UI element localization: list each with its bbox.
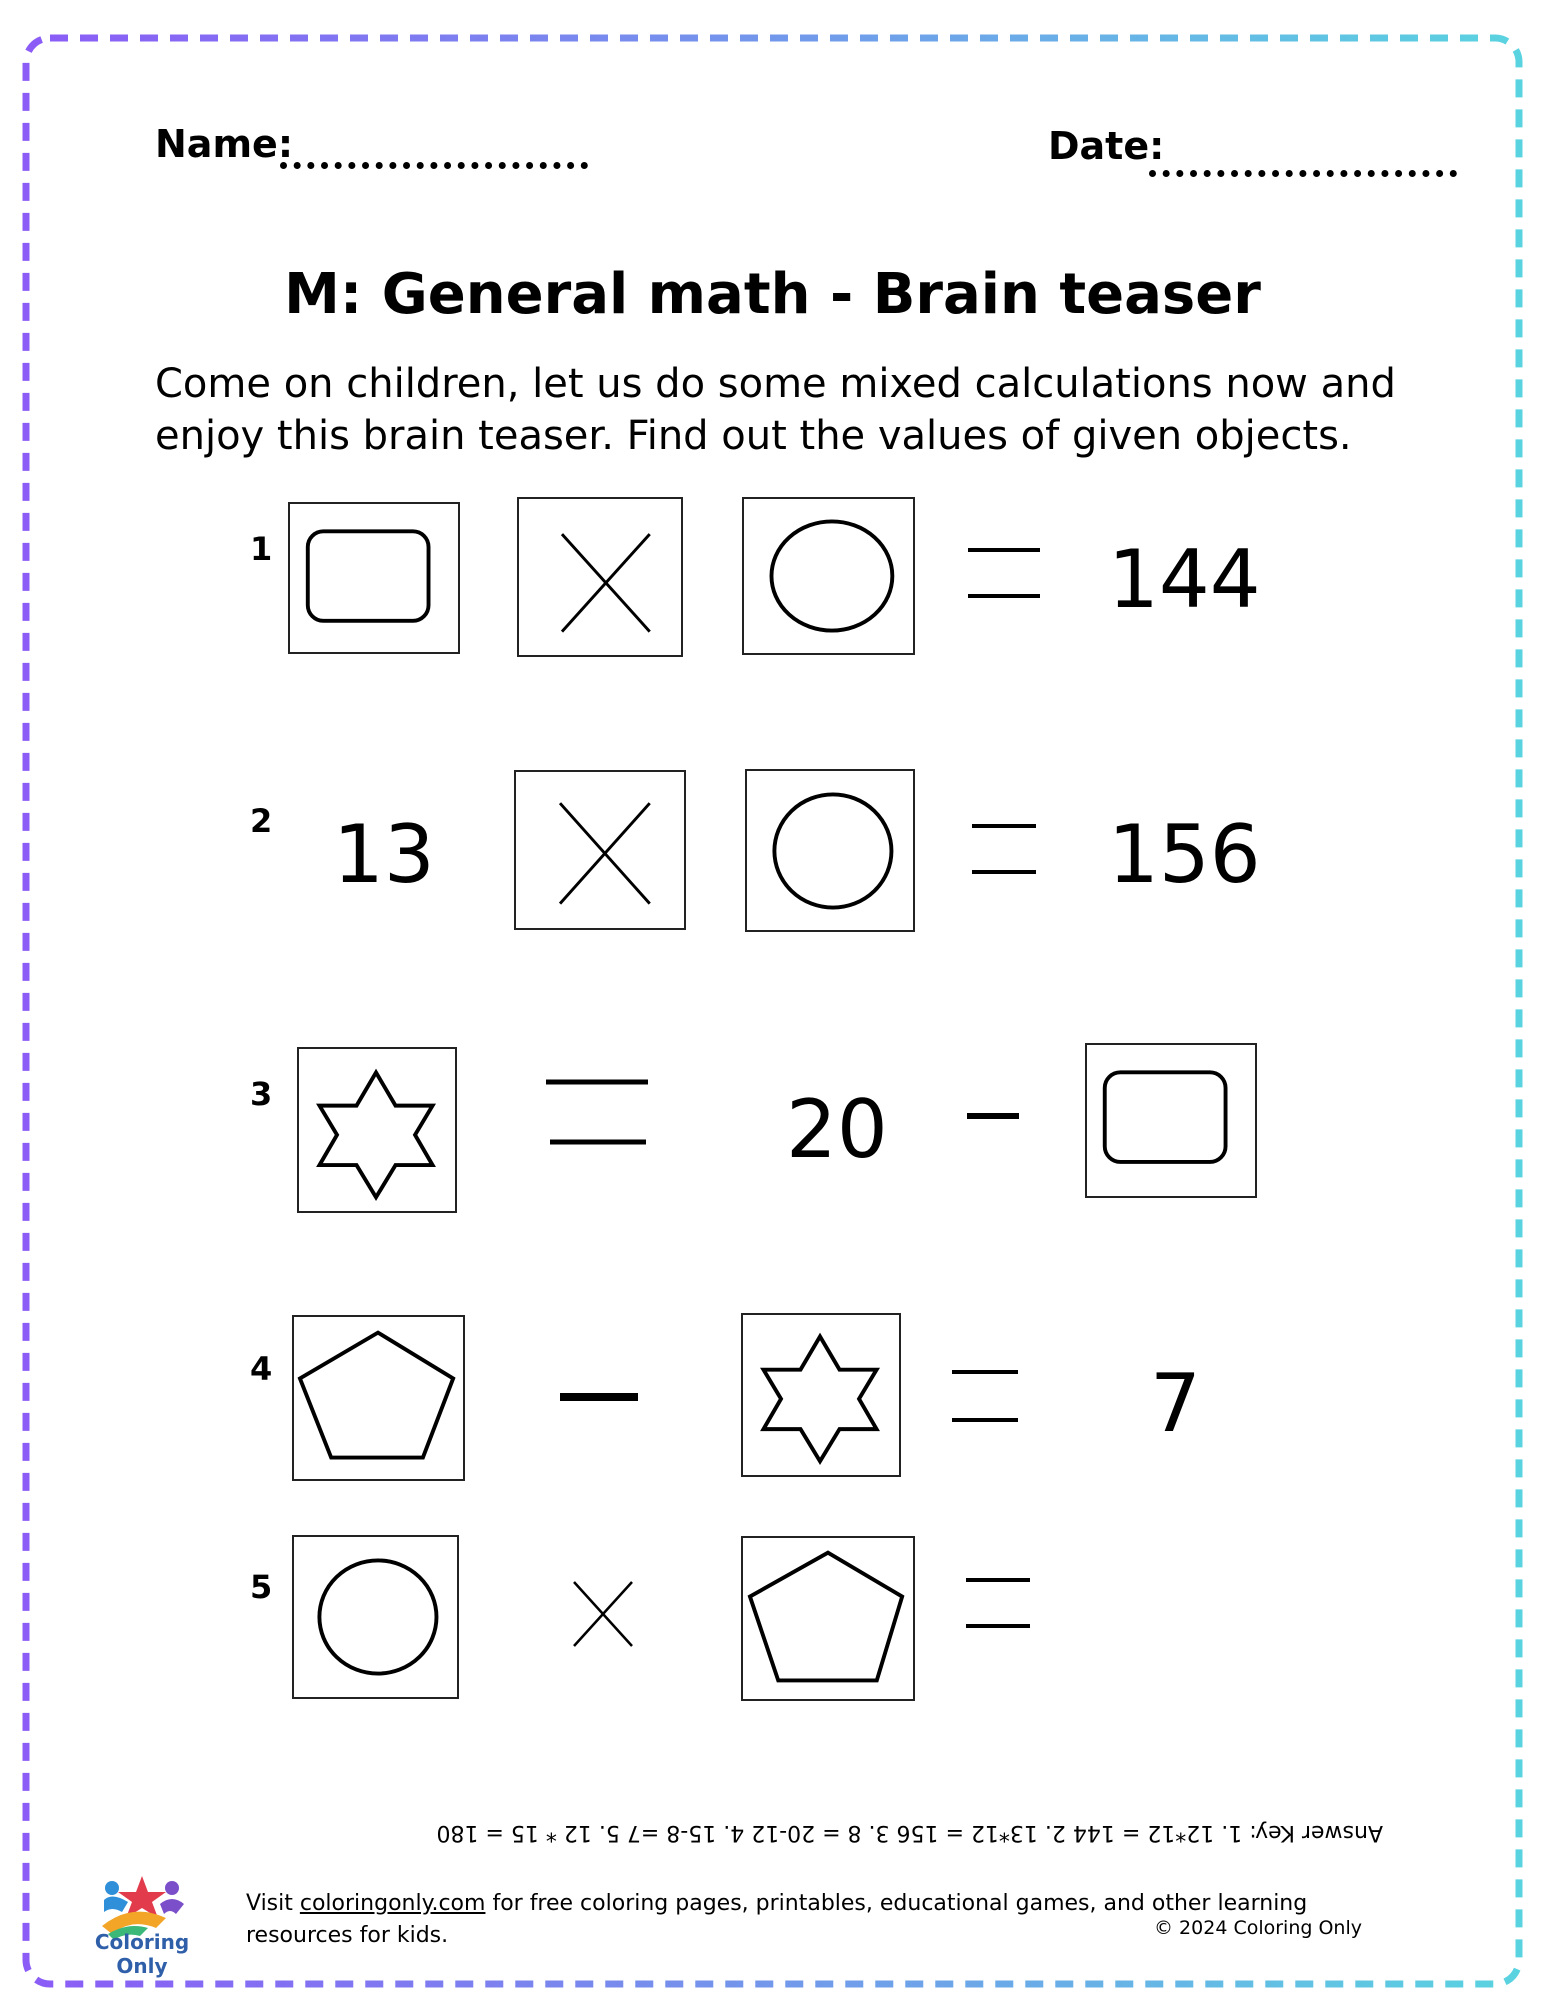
equals-icon — [962, 1574, 1034, 1640]
question-2-result: 156 — [1108, 808, 1261, 901]
coloringonly-link[interactable]: coloringonly.com — [299, 1891, 486, 1916]
equals-icon — [968, 818, 1040, 878]
date-label: Date: — [1048, 124, 1165, 168]
question-3-number: 3 — [250, 1075, 273, 1113]
question-1-result: 144 — [1108, 533, 1261, 626]
minus-icon — [963, 1108, 1023, 1124]
page-title: M: General math - Brain teaser — [284, 262, 1261, 327]
footer-visit-prefix: Visit — [246, 1891, 300, 1916]
question-5-number: 5 — [250, 1568, 273, 1606]
equals-icon — [964, 540, 1044, 606]
question-2-left-value: 13 — [333, 808, 435, 901]
copyright-text: © 2024 Coloring Only — [1154, 1917, 1362, 1939]
circle-icon — [292, 1535, 459, 1699]
question-3-middle-value: 20 — [786, 1083, 888, 1176]
pentagon-icon — [741, 1536, 915, 1701]
star-of-david-icon — [297, 1047, 457, 1213]
intro-text: Come on children, let us do some mixed calculations now and enjoy this brain teaser. Find out the values of given objects. — [155, 361, 1396, 459]
question-4-number: 4 — [250, 1350, 273, 1388]
equals-icon — [948, 1364, 1022, 1428]
multiply-icon — [514, 770, 686, 930]
logo-text: Coloring Only — [94, 1930, 190, 1978]
footer-visit-suffix: for free coloring pages, printables, educational games, and other learning resources for kids. — [246, 1891, 1308, 1948]
question-4-result: 7 — [1150, 1357, 1201, 1450]
date-line[interactable] — [1149, 170, 1457, 177]
minus-icon — [558, 1389, 640, 1405]
circle-icon — [742, 497, 915, 655]
rounded-rectangle-icon — [1085, 1043, 1257, 1198]
name-label: Name: — [155, 122, 294, 166]
multiply-icon — [570, 1578, 636, 1650]
circle-icon — [745, 769, 915, 932]
star-of-david-icon — [741, 1313, 901, 1477]
rounded-rectangle-icon — [288, 502, 460, 654]
multiply-icon — [517, 497, 683, 657]
question-1-number: 1 — [250, 530, 273, 568]
name-line[interactable] — [280, 162, 588, 169]
equals-icon — [542, 1074, 652, 1148]
pentagon-icon — [292, 1315, 465, 1481]
question-2-number: 2 — [250, 802, 273, 840]
answer-key: Answer Key: 1. 12*12 = 144 2. 13*12 = 156 3. 8 = 20-12 4. 15-8 =7 5. 12 * 15 = 180 — [436, 1820, 1383, 1845]
